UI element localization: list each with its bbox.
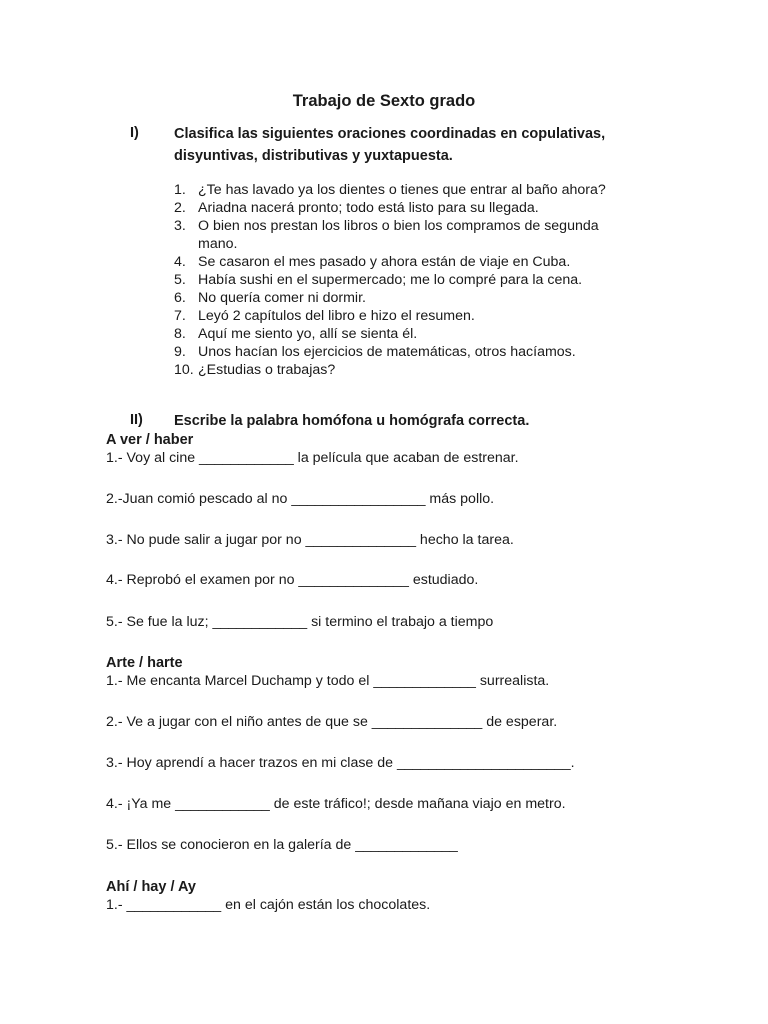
list-item [174,253,644,271]
list-item [174,199,644,217]
section-1-heading-line-2: disyuntivas, distributivas y yuxtapuesta. [174,148,453,164]
item-number: 2. [174,200,186,216]
item-text: Leyó 2 capítulos del libro e hizo el resumen. [198,308,475,324]
exercise-line: 4.- ¡Ya me ____________ de este tráfico!; desde mañana viajo en metro. [106,796,566,812]
item-text: Había sushi en el supermercado; me lo compré para la cena. [198,272,583,288]
item-number: 7. [174,308,186,324]
section-2-number: II) [130,412,143,428]
item-text: Ariadna nacerá pronto; todo está listo para su llegada. [198,200,539,216]
list-item [174,343,644,361]
group-title-ahi-hay-ay: Ahí / hay / Ay [106,879,196,895]
group-title-a-ver-haber: A ver / haber [106,432,194,448]
list-item [174,181,644,199]
exercise-line: 3.- No pude salir a jugar por no ______________ hecho la tarea. [106,532,514,548]
list-item [174,325,644,343]
exercise-line: 5.- Se fue la luz; ____________ si termino el trabajo a tiempo [106,614,494,630]
group-title-arte-harte: Arte / harte [106,655,183,671]
section-1-heading-line-1: Clasifica las siguientes oraciones coordinadas en copulativas, [174,126,606,142]
item-number: 1. [174,182,186,198]
list-item [174,271,644,289]
item-number: 3. [174,218,186,234]
list-item [174,289,644,307]
item-number: 5. [174,272,186,288]
item-number: 10. [174,362,194,378]
item-number: 6. [174,290,186,306]
exercise-line: 1.- Voy al cine ____________ la película que acaban de estrenar. [106,450,519,466]
exercise-line: 2.- Ve a jugar con el niño antes de que se ______________ de esperar. [106,714,558,730]
list-item [174,307,644,325]
exercise-line: 1.- ____________ en el cajón están los chocolates. [106,897,431,913]
item-text: Aquí me siento yo, allí se sienta él. [198,326,418,342]
exercise-line: 5.- Ellos se conocieron en la galería de _____________ [106,837,458,853]
page-title: Trabajo de Sexto grado [292,92,476,110]
sentence-list [174,181,644,379]
list-item [174,361,644,379]
item-number: 4. [174,254,186,270]
exercise-line: 4.- Reprobó el examen por no ______________ estudiado. [106,572,479,588]
item-text: O bien nos prestan los libros o bien los compramos de segunda mano. [198,218,599,252]
item-text: No quería comer ni dormir. [198,290,366,306]
item-text: ¿Estudias o trabajas? [198,362,336,378]
item-text: Se casaron el mes pasado y ahora están de viaje en Cuba. [198,254,571,270]
exercise-line: 1.- Me encanta Marcel Duchamp y todo el _____________ surrealista. [106,673,550,689]
exercise-line: 2.-Juan comió pescado al no _________________ más pollo. [106,491,495,507]
item-text: ¿Te has lavado ya los dientes o tienes que entrar al baño ahora? [198,182,606,198]
item-text: Unos hacían los ejercicios de matemáticas, otros hacíamos. [198,344,576,360]
item-number: 9. [174,344,186,360]
section-1-heading [174,123,605,167]
exercise-line: 3.- Hoy aprendí a hacer trazos en mi clase de ______________________. [106,755,575,771]
section-2-heading: Escribe la palabra homófona u homógrafa correcta. [174,413,530,429]
item-number: 8. [174,326,186,342]
list-item [174,217,644,253]
section-1-number: I) [130,125,139,141]
